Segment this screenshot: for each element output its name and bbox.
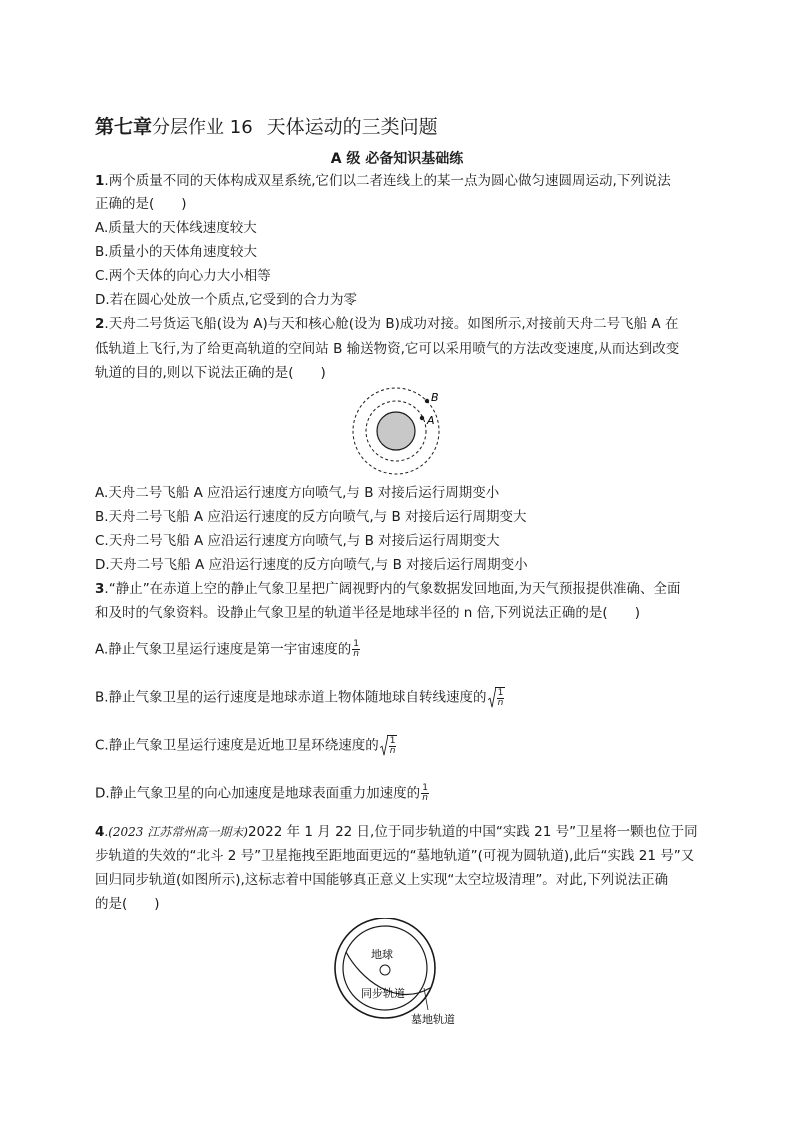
graveyard-orbit-label: 墓地轨道 [411,1013,455,1026]
sqrt-1-over-n: $\frac{1}{n}$ [380,735,398,756]
q1-option-a: A.质量大的天体线速度较大 [95,220,257,236]
label-a: A [427,414,435,427]
orbit-figure [342,380,452,480]
q4-line2: 步轨道的失效的“北斗 2 号”卫星拖拽至距地面更远的“墓地轨道”(可视为圆轨道),此后“实践 21 号”又 [95,848,695,864]
page-title [95,112,438,139]
q3-line2: 和及时的气象资料。设静止气象卫星的轨道半径是地球半径的 n 倍,下列说法正确的是( ) [95,605,640,621]
planet-circle [377,412,415,450]
q2-option-c: C.天舟二号飞船 A 应沿运行速度方向喷气,与 B 对接后运行周期变大 [95,533,500,549]
q3-option-a: A.静止气象卫星运行速度是第一宇宙速度的 $\frac{1}{n}$ [95,639,360,659]
q4-line3: 回归同步轨道(如图所示),这标志着中国能够真正意义上实现“太空垃圾清理”。对此,下列说法正确 [95,872,669,888]
fraction-1-over-n: $\frac{1}{n}$ [353,639,360,659]
q4-line1: 4.(2023 江苏常州高一期末)2022 年 1 月 22 日,位于同步轨道的中国“实践 21 号”卫星将一颗也位于同 [95,824,698,840]
homework-label: 分层作业 16 [152,117,253,138]
q1-line1: 1.两个质量不同的天体构成双星系统,它们以二者连线上的某一点为圆心做匀速圆周运动,下列说法 [95,173,671,189]
earth-label: 地球 [371,948,393,961]
q2-option-d: D.天舟二号飞船 A 应沿运行速度的反方向喷气,与 B 对接后运行周期变小 [95,557,528,573]
sqrt-1-over-n: $\frac{1}{n}$ [488,687,506,708]
q2-line3: 轨道的目的,则以下说法正确的是( ) [95,365,326,381]
q1-option-c: C.两个天体的向心力大小相等 [95,268,271,284]
chapter-label: 第七章 [95,116,153,138]
sync-orbit-label: 同步轨道 [361,987,405,1000]
label-b: B [431,391,439,404]
topic-label: 天体运动的三类问题 [266,116,438,138]
graveyard-orbit-figure [325,918,475,1030]
q2-option-a: A.天舟二号飞船 A 应沿运行速度方向喷气,与 B 对接后运行周期变小 [95,485,500,501]
q4-line4: 的是( ) [95,896,160,912]
q1-option-d: D.若在圆心处放一个质点,它受到的合力为零 [95,292,357,308]
q3-option-d: D.静止气象卫星的向心加速度是地球表面重力加速度的 $\frac{1}{n}$ [95,783,428,803]
q2-line1: 2.天舟二号货运飞船(设为 A)与天和核心舱(设为 B)成功对接。如图所示,对接前天舟二号飞船 A 在 [95,316,679,332]
earth-circle [380,965,390,975]
q1-line2: 正确的是( ) [95,196,187,212]
q1-option-b: B.质量小的天体角速度较大 [95,244,258,260]
q3-option-b: B.静止气象卫星的运行速度是地球赤道上物体随地球自转线速度的 $\frac{1}{n}$ [95,688,504,708]
q2-line2: 低轨道上飞行,为了给更高轨道的空间站 B 输送物资,它可以采用喷气的方法改变速度,从而达到改变 [95,341,680,357]
q3-line1: 3.“静止”在赤道上空的静止气象卫星把广阔视野内的气象数据发回地面,为天气预报提供准确、全面 [95,581,681,597]
fraction-1-over-n: $\frac{1}{n}$ [422,783,428,803]
station-b-dot [425,399,429,403]
ship-a-dot [420,416,424,420]
q2-option-b: B.天舟二号飞船 A 应沿运行速度的反方向喷气,与 B 对接后运行周期变大 [95,509,527,525]
q3-option-c: C.静止气象卫星运行速度是近地卫星环绕速度的 $\frac{1}{n}$ [95,736,396,756]
section-title: A 级 必备知识基础练 [330,151,464,167]
